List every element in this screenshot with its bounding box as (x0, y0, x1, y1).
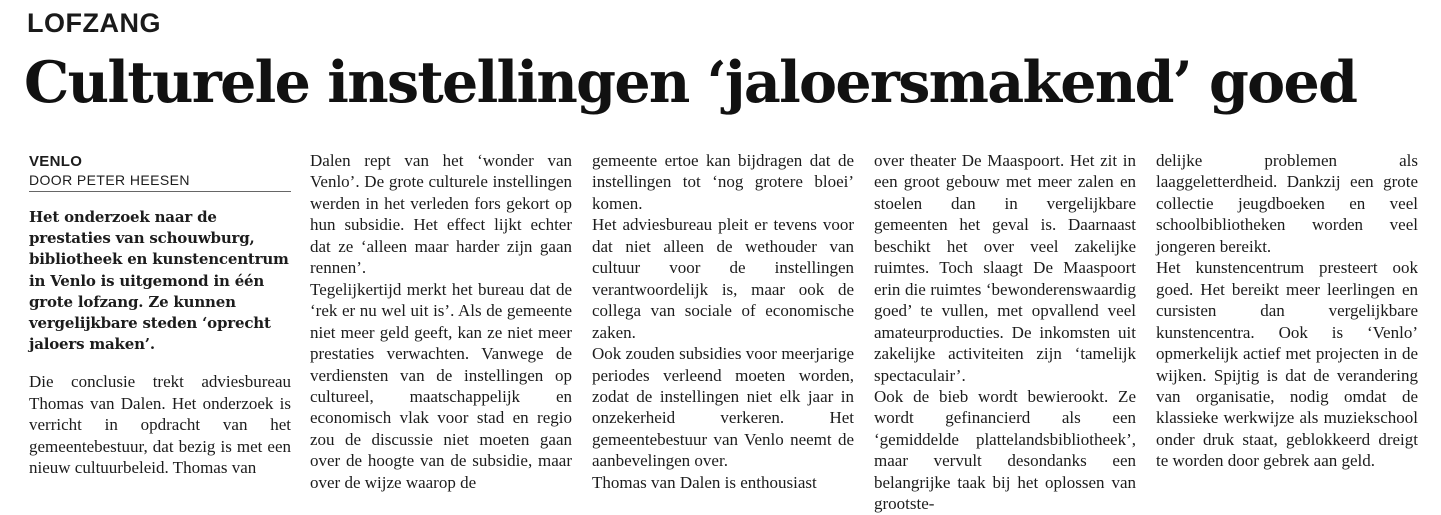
article-column-5 (1156, 150, 1418, 472)
section-kicker: LOFZANG (27, 8, 161, 38)
article-column-4 (874, 150, 1136, 515)
paragraph: Tegelijkertijd merkt het bureau dat de ‘rek er nu wel uit is’. Als de gemeente niet meer geld geeft, kan ze niet meer prestaties verwachten. Vanwege de verdiensten van de instellingen op cultureel, maatschappelijk en economisch vlak voor stad en regio zou de discussie niet moeten gaan over de hoogte van de subsidie, maar over de wijze waarop de (310, 279, 572, 492)
article-column-1 (29, 153, 291, 479)
paragraph: Het adviesbureau pleit er tevens voor dat niet alleen de wethouder van cultuur voor de instellingen verantwoordelijk is, maar ook de collega van sociale of economische zaken. (592, 215, 854, 342)
paragraph: Dalen rept van het ‘wonder van Venlo’. De grote culturele instellingen werden in het verleden fors gekort op hun subsidie. Het effect lijkt echter dat ze ‘alleen maar harder zijn gaan rennen’. (310, 151, 572, 278)
article-column-2 (310, 150, 572, 493)
dateline: VENLO (29, 153, 83, 170)
paragraph: over theater De Maaspoort. Het zit in een groot gebouw met meer zalen en stoelen dan in vergelijkbare gemeenten het geval is. Daarnaast beschikt het over veel zakelijke ruimtes. Toch slaagt De Maaspoort erin die ruimtes ‘bewonderenswaardig goed’ te vullen, met opvallend veel amateurproducties. De inkomsten uit zakelijke activiteiten zijn ‘tamelijk spectaculair’. (874, 151, 1136, 385)
paragraph: delijke problemen als laaggeletterdheid. Dankzij een grote collectie jeugdboeken en veel schoolbibliotheken worden veel jongeren bereikt. (1156, 151, 1418, 256)
paragraph: Ook de bieb wordt bewierookt. Ze wordt gefinancierd als een ‘gemiddelde plattelandsbibliotheek’, maar vervult desondanks een belangrijke taak bij het oplossen van grootste- (874, 386, 1136, 514)
byline: DOOR PETER HEESEN (29, 171, 291, 192)
paragraph: Het kunstencentrum presteert ook goed. Het bereikt meer leerlingen en cursisten dan vergelijkbare kunstencentra. Ook is ‘Venlo’ opmerkelijk actief met projecten in de wijken. Spijtig is dat de verandering van organisatie, nodig omdat de klassieke werkwijze als muziekschool onder druk staat, geblokkeerd dreigt te worden door gebrek aan geld. (1156, 258, 1418, 471)
article-headline: Culturele instellingen ‘jaloersmakend’ goed (24, 49, 1357, 116)
paragraph: gemeente ertoe kan bijdragen dat de instellingen tot ‘nog grotere bloei’ komen. (592, 151, 854, 213)
paragraph: Ook zouden subsidies voor meerjarige periodes verleend moeten worden, zodat de instellingen niet elk jaar in onzekerheid verkeren. Het gemeentebestuur van Venlo neemt de aanbevelingen over. (592, 344, 854, 471)
article-lede: Het onderzoek naar de prestaties van schouwburg, bibliotheek en kunstencentrum in Venlo is uitgemond in één grote lofzang. Ze kunnen vergelijkbare steden ‘oprecht jaloers maken’. (29, 208, 289, 354)
paragraph: Thomas van Dalen is enthousiast (592, 472, 817, 492)
article-column-3 (592, 150, 854, 493)
paragraph: Die conclusie trekt adviesbureau Thomas van Dalen. Het onderzoek is verricht in opdracht van het gemeentebestuur, dat bezig is met een nieuw cultuurbeleid. Thomas van (29, 372, 291, 478)
